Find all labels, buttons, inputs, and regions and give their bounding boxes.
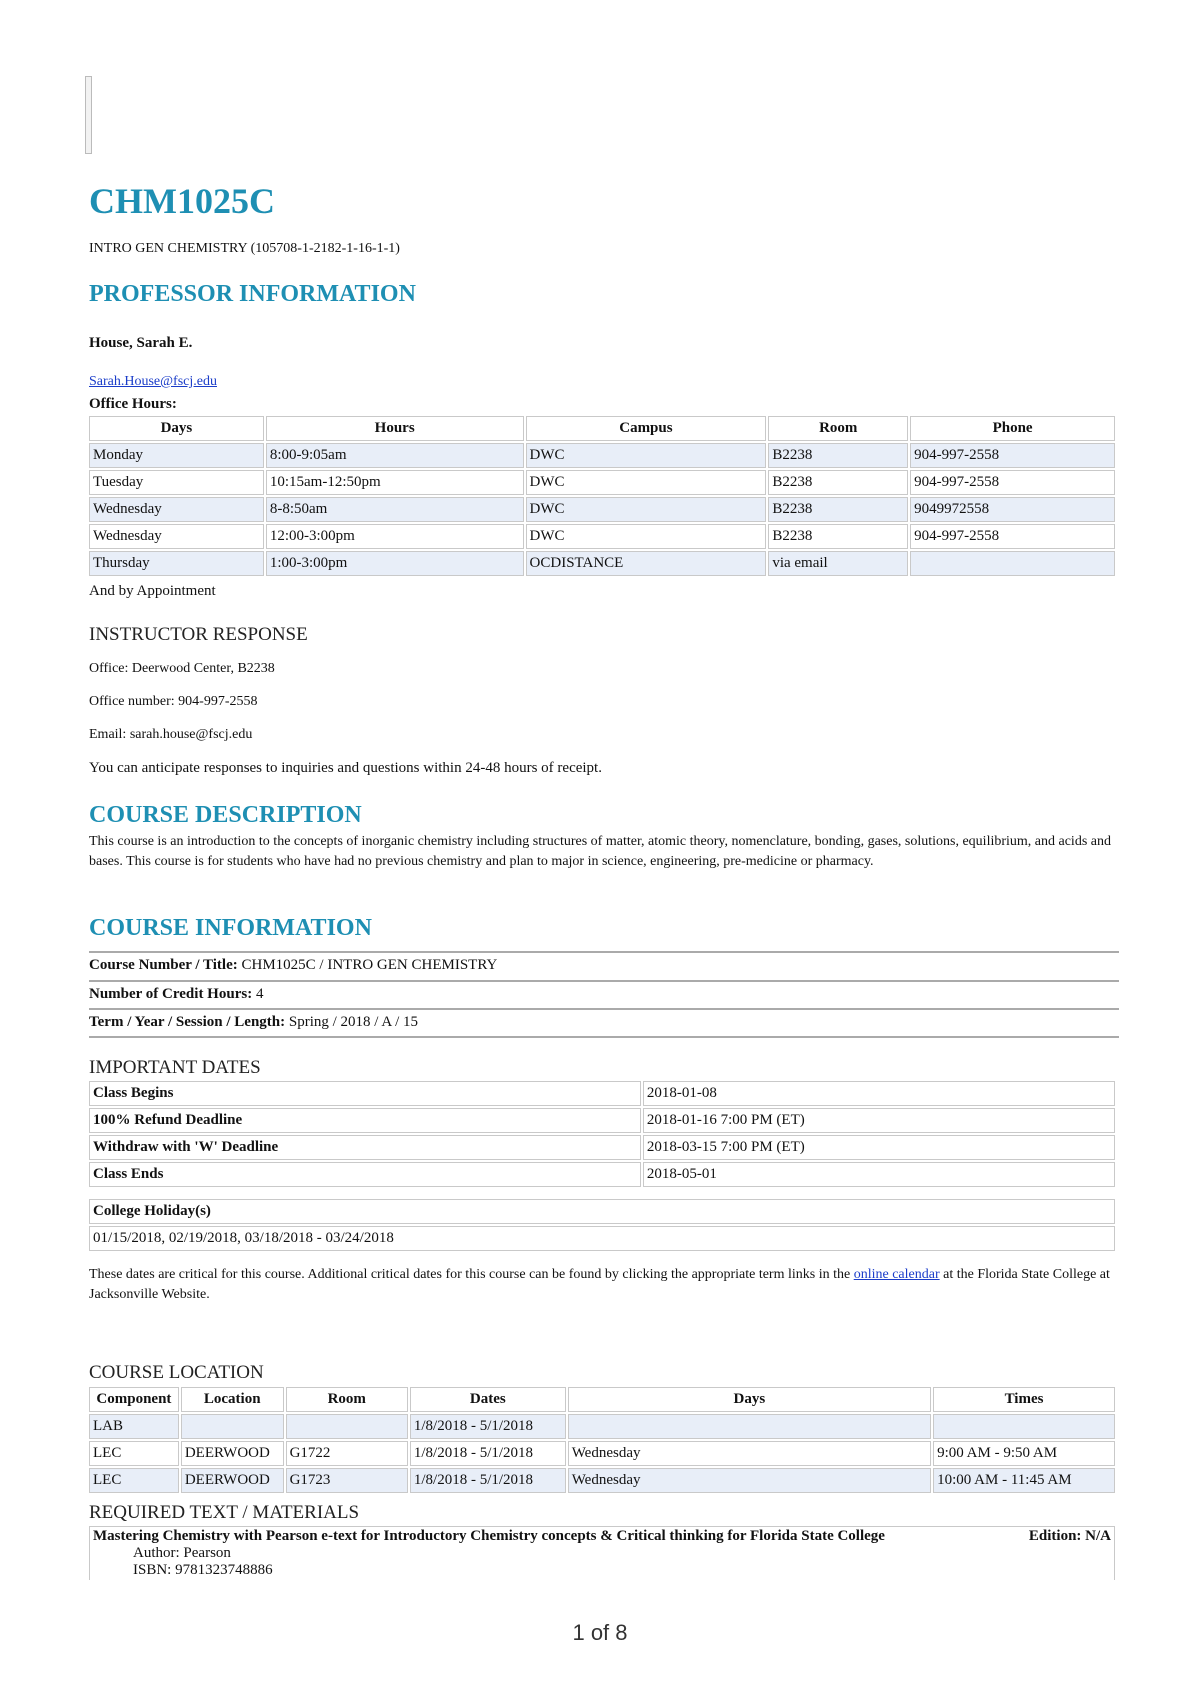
holidays-value: 01/15/2018, 02/19/2018, 03/18/2018 - 03/24/2018 <box>89 1226 1115 1251</box>
table-row <box>89 497 1115 522</box>
instructor-email: Email: sarah.house@fscj.edu <box>89 727 253 742</box>
holidays-label: College Holiday(s) <box>89 1199 1115 1224</box>
important-dates-table <box>87 1079 1117 1189</box>
table-row <box>89 1199 1115 1224</box>
online-calendar-link[interactable]: online calendar <box>853 1267 940 1282</box>
table-row <box>89 1414 1115 1439</box>
professor-email-link[interactable]: Sarah.House@fscj.edu <box>89 374 217 389</box>
col-header-campus: Campus <box>526 416 767 441</box>
table-cell: 1/8/2018 - 5/1/2018 <box>410 1441 566 1466</box>
table-cell: Class Ends <box>89 1162 641 1187</box>
table-cell <box>568 1414 931 1439</box>
book-author: Author: Pearson <box>133 1545 231 1561</box>
table-cell: 904-997-2558 <box>910 443 1115 468</box>
table-cell: 1/8/2018 - 5/1/2018 <box>410 1414 566 1439</box>
table-row <box>89 551 1115 576</box>
dates-note: These dates are critical for this course. Additional critical dates for this course can be found by clicking the appropriate term links in the online calendar at the Florida State College at Jacksonville Website. <box>89 1267 1110 1302</box>
book-isbn: ISBN: 9781323748886 <box>133 1562 273 1578</box>
page-indicator: 1 of 8 <box>572 1620 628 1645</box>
table-row <box>89 1162 1115 1187</box>
table-cell: DWC <box>526 497 767 522</box>
table-cell <box>286 1414 408 1439</box>
table-cell: 12:00-3:00pm <box>266 524 524 549</box>
table-cell: DWC <box>526 470 767 495</box>
office-hours-table <box>87 414 1117 578</box>
col-header-room: Room <box>768 416 908 441</box>
col-header-dates: Dates <box>410 1387 566 1412</box>
table-cell: 1/8/2018 - 5/1/2018 <box>410 1468 566 1493</box>
col-header-days: Days <box>568 1387 931 1412</box>
table-cell: LAB <box>89 1414 179 1439</box>
instructor-response-heading: INSTRUCTOR RESPONSE <box>89 624 308 645</box>
table-cell: 904-997-2558 <box>910 524 1115 549</box>
col-header-phone: Phone <box>910 416 1115 441</box>
table-cell: Thursday <box>89 551 264 576</box>
table-cell: Monday <box>89 443 264 468</box>
instructor-response-time: You can anticipate responses to inquiries and questions within 24-48 hours of receipt. <box>89 760 602 776</box>
required-text-entry <box>89 1526 1115 1580</box>
table-cell: DWC <box>526 524 767 549</box>
table-cell: 10:15am-12:50pm <box>266 470 524 495</box>
course-description-heading: COURSE DESCRIPTION <box>89 802 362 828</box>
table-row <box>89 443 1115 468</box>
course-location-table-wrapper <box>87 1385 1117 1495</box>
table-cell: via email <box>768 551 908 576</box>
appointment-note: And by Appointment <box>89 583 216 599</box>
table-cell: G1722 <box>286 1441 408 1466</box>
instructor-office: Office: Deerwood Center, B2238 <box>89 661 275 676</box>
office-hours-table-wrapper <box>87 414 1117 578</box>
table-cell: G1723 <box>286 1468 408 1493</box>
course-description-text: This course is an introduction to the concepts of inorganic chemistry including structures of matter, atomic theory, nomenclature, bonding, gases, solutions, equilibrium, and acids and bases. This course is for students who have had no previous chemistry and plan to major in science, engineering, pre-medicine or pharmacy. <box>89 834 1111 869</box>
table-row <box>89 1081 1115 1106</box>
office-hours-label: Office Hours: <box>89 396 177 412</box>
professor-name: House, Sarah E. <box>89 335 193 351</box>
table-cell: DEERWOOD <box>181 1441 284 1466</box>
table-cell: 2018-01-16 7:00 PM (ET) <box>643 1108 1115 1133</box>
table-row <box>89 1441 1115 1466</box>
table-cell: B2238 <box>768 470 908 495</box>
holidays-table-wrapper <box>87 1197 1117 1253</box>
table-cell: 1:00-3:00pm <box>266 551 524 576</box>
table-cell: DEERWOOD <box>181 1468 284 1493</box>
table-cell: 9:00 AM - 9:50 AM <box>933 1441 1115 1466</box>
table-cell <box>910 551 1115 576</box>
table-cell: 904-997-2558 <box>910 470 1115 495</box>
table-cell: Wednesday <box>89 524 264 549</box>
table-cell <box>933 1414 1115 1439</box>
table-cell: DWC <box>526 443 767 468</box>
table-cell: Wednesday <box>89 497 264 522</box>
course-subtitle: INTRO GEN CHEMISTRY (105708-1-2182-1-16-1-1) <box>89 241 400 256</box>
table-cell: B2238 <box>768 443 908 468</box>
table-row <box>89 1108 1115 1133</box>
course-info-divider <box>89 1036 1119 1038</box>
important-dates-heading: IMPORTANT DATES <box>89 1057 261 1078</box>
course-info-number-title: Course Number / Title: CHM1025C / INTRO GEN CHEMISTRY <box>89 951 1119 977</box>
table-cell: LEC <box>89 1441 179 1466</box>
book-title: Mastering Chemistry with Pearson e-text for Introductory Chemistry concepts & Critical thinking for Florida State College <box>93 1528 885 1544</box>
required-text-table-wrapper <box>87 1524 1117 1582</box>
table-row <box>89 524 1115 549</box>
col-header-room: Room <box>286 1387 408 1412</box>
holidays-table <box>87 1197 1117 1253</box>
table-cell: 8-8:50am <box>266 497 524 522</box>
book-edition: Edition: N/A <box>1028 1528 1111 1544</box>
table-row <box>89 1468 1115 1493</box>
table-cell: 9049972558 <box>910 497 1115 522</box>
table-cell: Tuesday <box>89 470 264 495</box>
table-cell: 100% Refund Deadline <box>89 1108 641 1133</box>
table-cell: 2018-05-01 <box>643 1162 1115 1187</box>
table-row <box>89 470 1115 495</box>
table-cell: OCDISTANCE <box>526 551 767 576</box>
col-header-hours: Hours <box>266 416 524 441</box>
table-cell <box>181 1414 284 1439</box>
instructor-office-number: Office number: 904-997-2558 <box>89 694 258 709</box>
course-info-term: Term / Year / Session / Length: Spring / 2018 / A / 15 <box>89 1008 1119 1034</box>
table-row <box>89 1135 1115 1160</box>
col-header-times: Times <box>933 1387 1115 1412</box>
table-cell: Withdraw with 'W' Deadline <box>89 1135 641 1160</box>
table-cell: Wednesday <box>568 1468 931 1493</box>
course-location-table <box>87 1385 1117 1495</box>
col-header-component: Component <box>89 1387 179 1412</box>
page-marker <box>85 76 92 154</box>
required-text-heading: REQUIRED TEXT / MATERIALS <box>89 1502 360 1523</box>
professor-heading: PROFESSOR INFORMATION <box>89 281 416 307</box>
table-cell: Class Begins <box>89 1081 641 1106</box>
course-location-heading: COURSE LOCATION <box>89 1362 264 1383</box>
table-cell: 10:00 AM - 11:45 AM <box>933 1468 1115 1493</box>
table-row <box>89 1526 1115 1580</box>
col-header-location: Location <box>181 1387 284 1412</box>
table-cell: 8:00-9:05am <box>266 443 524 468</box>
course-information-heading: COURSE INFORMATION <box>89 915 372 941</box>
table-row <box>89 1226 1115 1251</box>
table-cell: Wednesday <box>568 1441 931 1466</box>
table-cell: LEC <box>89 1468 179 1493</box>
course-info-credit-hours: Number of Credit Hours: 4 <box>89 980 1119 1006</box>
required-text-table <box>87 1524 1117 1582</box>
table-cell: B2238 <box>768 524 908 549</box>
table-cell: 2018-03-15 7:00 PM (ET) <box>643 1135 1115 1160</box>
important-dates-table-wrapper <box>87 1079 1117 1189</box>
course-code-title: CHM1025C <box>89 181 275 221</box>
table-cell: 2018-01-08 <box>643 1081 1115 1106</box>
col-header-days: Days <box>89 416 264 441</box>
table-cell: B2238 <box>768 497 908 522</box>
